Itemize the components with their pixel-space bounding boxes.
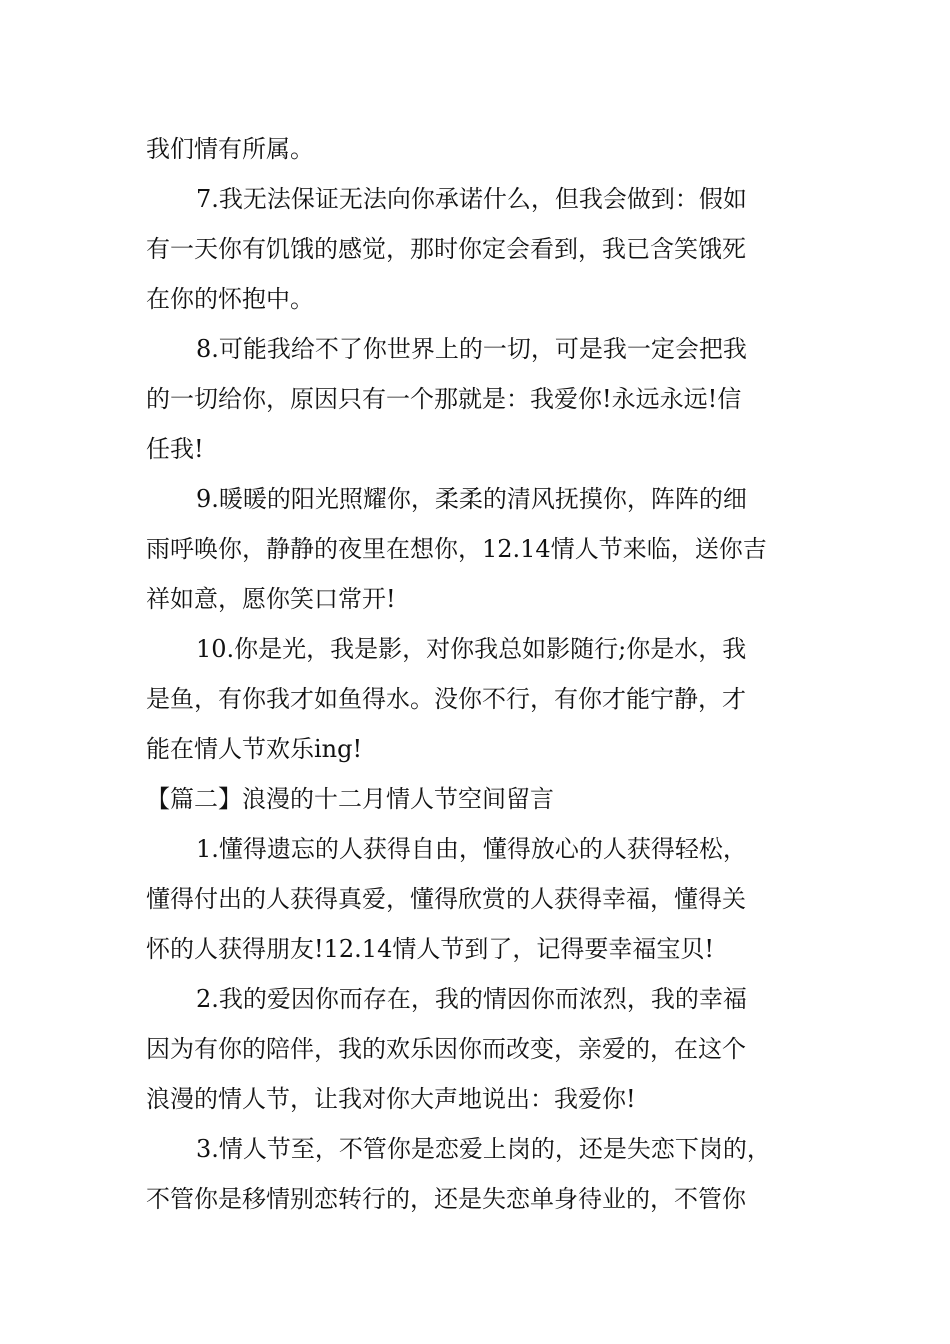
- text-line: 8.可能我给不了你世界上的一切，可是我一定会把我: [196, 335, 747, 363]
- text-line: 祥如意，愿你笑口常开!: [146, 585, 396, 613]
- section-heading: 【篇二】浪漫的十二月情人节空间留言: [146, 785, 554, 813]
- text-line: 怀的人获得朋友!12.14情人节到了，记得要幸福宝贝!: [146, 935, 714, 963]
- text-line: 我们情有所属。: [146, 135, 314, 163]
- text-line: 2.我的爱因你而存在，我的情因你而浓烈，我的幸福: [196, 985, 747, 1013]
- text-line: 浪漫的情人节，让我对你大声地说出：我爱你!: [146, 1085, 636, 1113]
- text-line: 不管你是移情别恋转行的，还是失恋单身待业的，不管你: [146, 1185, 746, 1213]
- text-line: 9.暖暖的阳光照耀你，柔柔的清风抚摸你，阵阵的细: [196, 485, 747, 513]
- text-line: 懂得付出的人获得真爱，懂得欣赏的人获得幸福，懂得关: [146, 885, 746, 913]
- text-line: 1.懂得遗忘的人获得自由，懂得放心的人获得轻松，: [196, 835, 747, 863]
- text-line: 的一切给你，原因只有一个那就是：我爱你!永远永远!信: [146, 385, 742, 413]
- text-line: 在你的怀抱中。: [146, 285, 314, 313]
- text-line: 有一天你有饥饿的感觉，那时你定会看到，我已含笑饿死: [146, 235, 746, 263]
- text-line: 任我!: [146, 435, 204, 463]
- text-line: 10.你是光，我是影，对你我总如影随行;你是水，我: [196, 635, 747, 663]
- text-line: 雨呼唤你，静静的夜里在想你，12.14情人节来临，送你吉: [146, 535, 767, 563]
- text-line: 能在情人节欢乐ing!: [146, 735, 363, 763]
- text-line: 7.我无法保证无法向你承诺什么，但我会做到：假如: [196, 185, 747, 213]
- text-line: 因为有你的陪伴，我的欢乐因你而改变，亲爱的，在这个: [146, 1035, 746, 1063]
- text-line: 3.情人节至，不管你是恋爱上岗的，还是失恋下岗的，: [196, 1135, 771, 1163]
- text-line: 是鱼，有你我才如鱼得水。没你不行，有你才能宁静，才: [146, 685, 746, 713]
